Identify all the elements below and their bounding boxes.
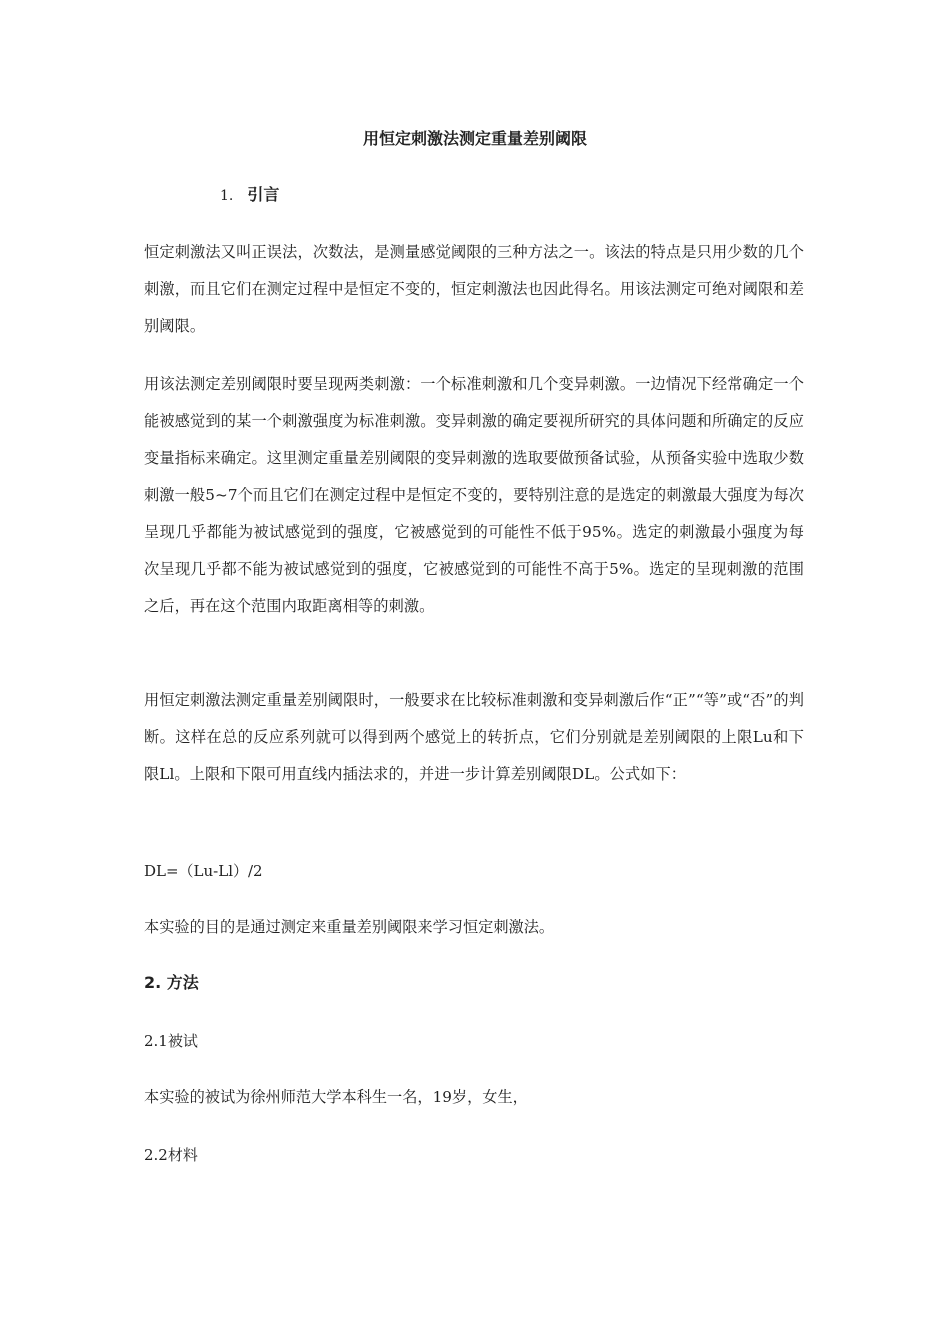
document-title: 用恒定刺激法测定重量差别阈限 [362,129,587,148]
subsection-heading-subjects: 2.1被试 [144,1032,198,1050]
formula: DL=（Lu-Ll）/2 [144,862,263,880]
subsection-heading-materials: 2.2材料 [144,1146,198,1164]
paragraph-introduction-3: 用恒定刺激法测定重量差别阈限时，一般要求在比较标准刺激和变异刺激后作“正”“等”或“否”的判断。这样在总的反应系列就可以得到两个感觉上的转折点，它们分别就是差别阈限的上限Lu和下限Ll。上限和下限可用直线内插法求的，并进一步计算差别阈限DL。公式如下： [144,691,804,783]
section-number: 1. [220,188,234,204]
section-heading-method: 2. 方法 [144,973,199,992]
paragraph-purpose: 本实验的目的是通过测定来重量差别阈限来学习恒定刺激法。 [144,918,555,936]
paragraph-introduction-1: 恒定刺激法又叫正误法，次数法，是测量感觉阈限的三种方法之一。该法的特点是只用少数的几个刺激，而且它们在测定过程中是恒定不变的，恒定刺激法也因此得名。用该法测定可绝对阈限和差别阈限。 [144,243,804,335]
section-heading-introduction [220,184,279,207]
paragraph-introduction-2: 用该法测定差别阈限时要呈现两类刺激：一个标准刺激和几个变异刺激。一边情况下经常确定一个能被感觉到的某一个刺激强度为标准刺激。变异刺激的确定要视所研究的具体问题和所确定的反应变量指标来确定。这里测定重量差别阈限的变异刺激的选取要做预备试验，从预备实验中选取少数刺激一般5~7个而且它们在测定过程中是恒定不变的，要特别注意的是选定的刺激最大强度为每次呈现几乎都能为被试感觉到的强度，它被感觉到的可能性不低于95%。选定的刺激最小强度为每次呈现几乎都不能为被试感觉到的强度，它被感觉到的可能性不高于5%。选定的呈现刺激的范围之后，再在这个范围内取距离相等的刺激。 [144,375,804,615]
paragraph-subjects: 本实验的被试为徐州师范大学本科生一名，19岁，女生， [144,1088,528,1106]
section-title: 引言 [247,185,280,204]
